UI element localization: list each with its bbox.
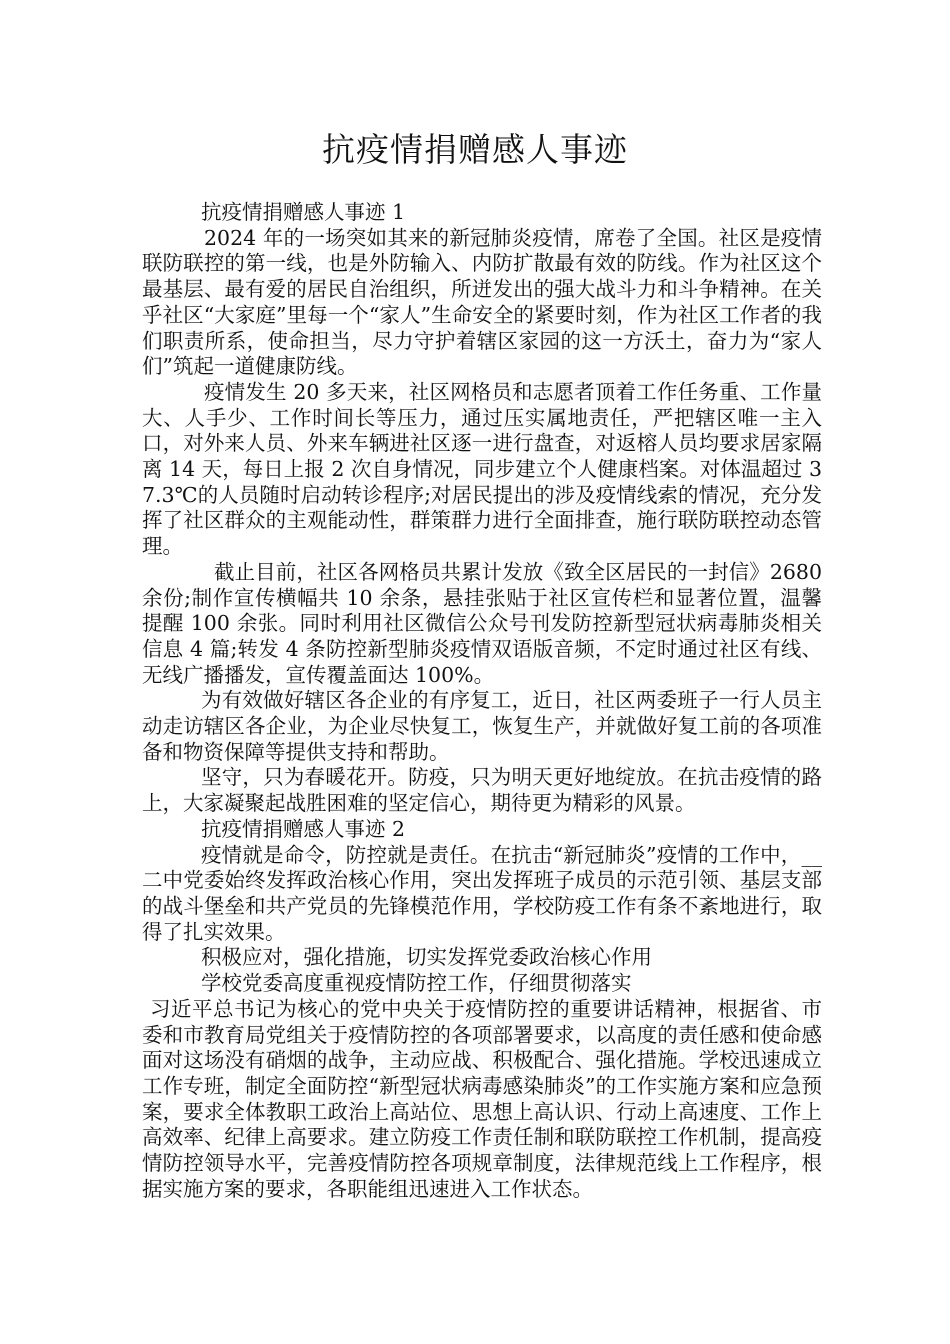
paragraph-1: 2024 年的一场突如其来的新冠肺炎疫情，席卷了全国。社区是疫情联防联控的第一线，也是外防输入、内防扩散最有效的防线。作为社区这个最基层、最有爱的居民自治组织，所迸发出的强大战斗力和斗争精神。在关乎社区“大家庭”里每一个“家人”生命安全的紧要时刻，作为社区工作者的我们职责所系，使命担当，尽力守护着辖区家园的这一方沃土，奋力为“家人们”筑起一道健康防线。 — [142, 225, 822, 379]
document-title: 抗疫情捐赠感人事迹 — [322, 130, 628, 169]
paragraph-3: 截止目前，社区各网格员共累计发放《致全区居民的一封信》2680 余份;制作宣传横幅共 10 余条，悬挂张贴于社区宣传栏和显著位置，温馨提醒 100 余张。同时利用社区微信公众号刊发防控新型冠状病毒肺炎相关信息 4 篇;转发 4 条防控新型肺炎疫情双语版音频，不定时通过社区有线、无线广播播发，宣传覆盖面达 100%。 — [142, 559, 822, 687]
section-heading-2: 抗疫情捐赠感人事迹 2 — [201, 816, 406, 841]
paragraph-9: 习近平总书记为核心的党中央关于疫情防控的重要讲话精神，根据省、市委和市教育局党组关于疫情防控的各项部署要求，以高度的责任感和使命感面对这场没有硝烟的战争，主动应战、积极配合、强化措施。学校迅速成立工作专班，制定全面防控“新型冠状病毒感染肺炎”的工作实施方案和应急预案，要求全体教职工政治上高站位、思想上高认识、行动上高速度、工作上高效率、纪律上高要求。建立防疫工作责任制和联防联控工作机制，提高疫情防控领导水平，完善疫情防控各项规章制度，法律规范线上工作程序，根据实施方案的要求，各职能组迅速进入工作状态。 — [142, 996, 822, 1201]
paragraph-5: 坚守，只为春暖花开。防疫，只为明天更好地绽放。在抗击疫情的路上，大家凝聚起战胜困难的坚定信心，期待更为精彩的风景。 — [142, 765, 822, 816]
paragraph-8: 学校党委高度重视疫情防控工作，仔细贯彻落实 — [201, 971, 632, 996]
paragraph-6: 疫情就是命令，防控就是责任。在抗击“新冠肺炎”疫情的工作中，__二中党委始终发挥政治核心作用，突出发挥班子成员的示范引领、基层支部的战斗堡垒和共产党员的先锋模范作用，学校防疫工作有条不紊地进行，取得了扎实效果。 — [142, 842, 822, 944]
paragraph-4: 为有效做好辖区各企业的有序复工，近日，社区两委班子一行人员主动走访辖区各企业，为企业尽快复工，恢复生产，并就做好复工前的各项准备和物资保障等提供支持和帮助。 — [142, 688, 822, 764]
paragraph-2: 疫情发生 20 多天来，社区网格员和志愿者顶着工作任务重、工作量大、人手少、工作时间长等压力，通过压实属地责任，严把辖区唯一主入口，对外来人员、外来车辆进社区逐一进行盘查，对返榕人员均要求居家隔离 14 天，每日上报 2 次自身情况，同步建立个人健康档案。对体温超过 37.3℃的人员随时启动转诊程序;对居民提出的涉及疫情线索的情况，充分发挥了社区群众的主观能动性，群策群力进行全面排查，施行联防联控动态管理。 — [142, 379, 822, 559]
paragraph-7: 积极应对，强化措施，切实发挥党委政治核心作用 — [201, 945, 652, 970]
section-heading-1: 抗疫情捐赠感人事迹 1 — [201, 200, 406, 224]
document-body — [142, 200, 822, 1202]
